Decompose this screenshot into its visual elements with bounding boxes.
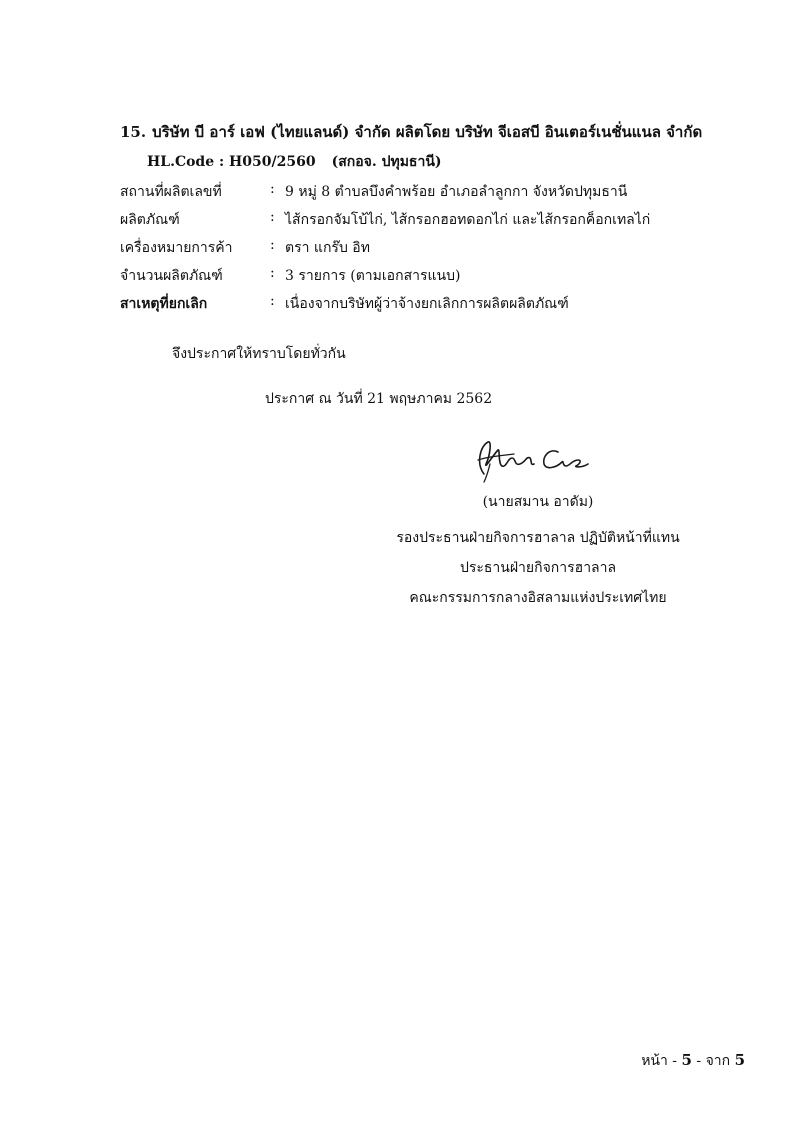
page-of-word: - จาก	[691, 1053, 735, 1069]
field-label: จำนวนผลิตภัณฑ์	[120, 268, 223, 284]
field-label: สาเหตุที่ยกเลิก	[120, 296, 208, 312]
field-value: 3 รายการ (ตามเอกสารแนบ)	[285, 268, 461, 284]
office-name: (สกอจ. ปทุมธานี)	[331, 154, 442, 170]
field-value: 9 หมู่ 8 ตำบลบึงคำพร้อย อำเภอลำลูกกา จังหวัดปทุมธานี	[285, 184, 628, 200]
announcement-date: ประกาศ ณ วันที่ 21 พฤษภาคม 2562	[265, 391, 493, 407]
page-separator: -	[667, 1053, 682, 1069]
field-value: ตรา แกร๊บ อิท	[285, 240, 370, 256]
signature-image	[470, 434, 600, 484]
field-colon: :	[270, 237, 275, 253]
announcement-text: จึงประกาศให้ทราบโดยทั่วกัน	[172, 346, 346, 362]
halal-code: HL.Code : H050/2560	[147, 154, 316, 170]
section-heading	[120, 120, 702, 144]
field-label: ผลิตภัณฑ์	[120, 212, 180, 228]
document-page: 15. บริษัท บี อาร์ เอฟ (ไทยแลนด์) จำกัด ผลิตโดย บริษัท จีเอสบี อินเตอร์เนชั่นแนล จำกัด HL.Code : H050/2560 (สกอจ. ปทุมธานี) สถานที่ผลิตเลขที่ : 9 หมู่ 8 ตำบลบึงคำพร้อย อำเภอลำลูกกา จังหวัดปทุมธานี ผลิตภัณฑ์ : ไส้กรอกจัมโบ้ไก่, ไส้กรอกฮอทดอกไก่ และไส้กรอกค็อกเทลไก่ เครื่องหมายการค้า : ตรา แกร๊บ อิท จำนวนผลิตภัณฑ์ : 3 รายการ (ตามเอกสารแนบ) สาเหตุที่ยกเลิก : เนื่องจากบริษัทผู้ว่าจ้างยกเลิกการผลิตผลิตภัณฑ์ จึงประกาศให้ทราบโดยทั่วกัน ประกาศ ณ วันที่ 21 พฤษภาคม 2562 (นายสมาน อาดัม) รองประธานฝ่ายกิจการฮาลาล ปฏิบัติหน้าที่แทน ประธานฝ่ายกิจการฮาลาล คณะกรรมการกลางอิสลามแห่งประเทศไทย หน้า - 5 - จาก 5	[0, 0, 800, 1130]
field-label: เครื่องหมายการค้า	[120, 240, 233, 256]
field-value: ไส้กรอกจัมโบ้ไก่, ไส้กรอกฮอทดอกไก่ และไส้กรอกค็อกเทลไก่	[285, 212, 651, 228]
field-colon: :	[270, 265, 275, 281]
halal-code-line	[147, 151, 442, 173]
company-name: บริษัท บี อาร์ เอฟ (ไทยแลนด์) จำกัด ผลิตโดย บริษัท จีเอสบี อินเตอร์เนชั่นแนล จำกัด	[152, 123, 703, 141]
field-colon: :	[270, 181, 275, 197]
page-number	[641, 1050, 745, 1072]
page-current: 5	[681, 1051, 692, 1069]
section-number: 15.	[120, 123, 147, 141]
field-colon: :	[270, 209, 275, 225]
page-total: 5	[734, 1051, 745, 1069]
field-label: สถานที่ผลิตเลขที่	[120, 184, 222, 200]
page-word: หน้า	[641, 1053, 668, 1069]
field-colon: :	[270, 293, 275, 309]
field-value: เนื่องจากบริษัทผู้ว่าจ้างยกเลิกการผลิตผลิตภัณฑ์	[285, 296, 569, 312]
